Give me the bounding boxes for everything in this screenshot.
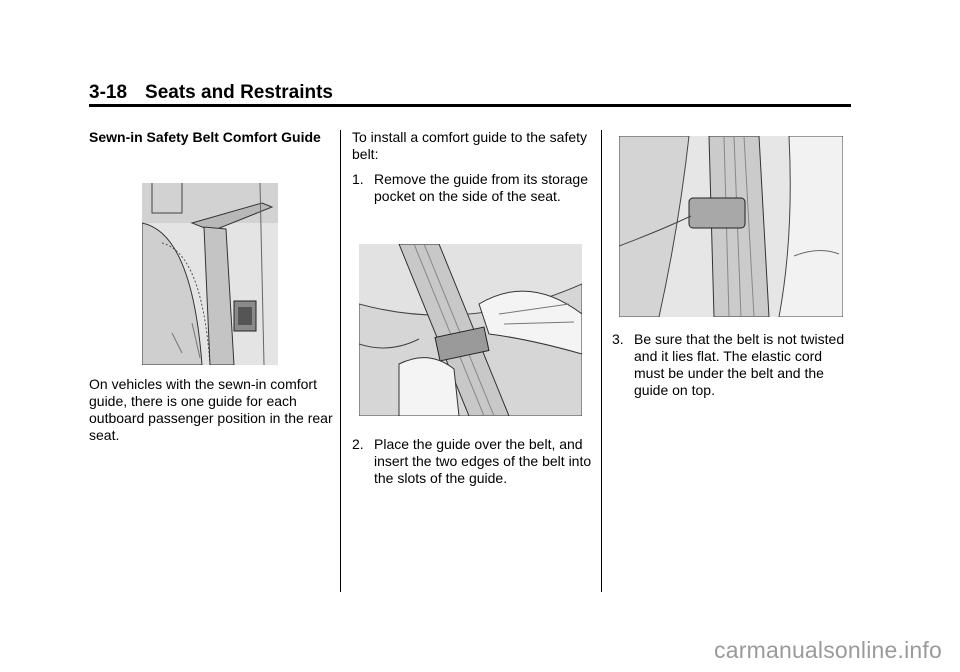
step-3 bbox=[612, 331, 852, 399]
figure-remove-guide bbox=[359, 244, 582, 416]
header-rule bbox=[89, 104, 851, 107]
step-1-text: Remove the guide from its storage pocket on the side of the seat. bbox=[374, 171, 588, 204]
column-2 bbox=[352, 129, 592, 205]
page-header bbox=[89, 82, 851, 104]
column-3-step3 bbox=[612, 331, 852, 399]
step-1 bbox=[352, 171, 592, 205]
step-1-number: 1. bbox=[352, 171, 364, 187]
intro-paragraph: To install a comfort guide to the safety belt: bbox=[352, 129, 588, 162]
section-subheading: Sewn-in Safety Belt Comfort Guide bbox=[89, 129, 321, 145]
step-2-text: Place the guide over the belt, and insert the two edges of the belt into the slots of the guide. bbox=[374, 436, 592, 486]
step-2-number: 2. bbox=[352, 436, 364, 452]
figure-guide-installed bbox=[619, 136, 843, 317]
column-1-body bbox=[89, 376, 334, 444]
column-2-step2 bbox=[352, 436, 597, 487]
step-3-text: Be sure that the belt is not twisted and it lies flat. The elastic cord must be under the belt and the guide on top. bbox=[634, 331, 845, 398]
body-paragraph: On vehicles with the sewn-in comfort guide, there is one guide for each outboard passenger position in the rear seat. bbox=[89, 376, 333, 443]
page-number: 3-18 bbox=[89, 82, 128, 103]
column-divider-1 bbox=[340, 130, 341, 592]
watermark: carmanualsonline.info bbox=[714, 637, 942, 663]
column-1 bbox=[89, 129, 329, 146]
figure-sewn-in-guide bbox=[142, 183, 278, 365]
step-2 bbox=[352, 436, 597, 487]
column-divider-2 bbox=[601, 130, 602, 592]
section-title: Seats and Restraints bbox=[145, 82, 333, 103]
step-3-number: 3. bbox=[612, 331, 624, 347]
